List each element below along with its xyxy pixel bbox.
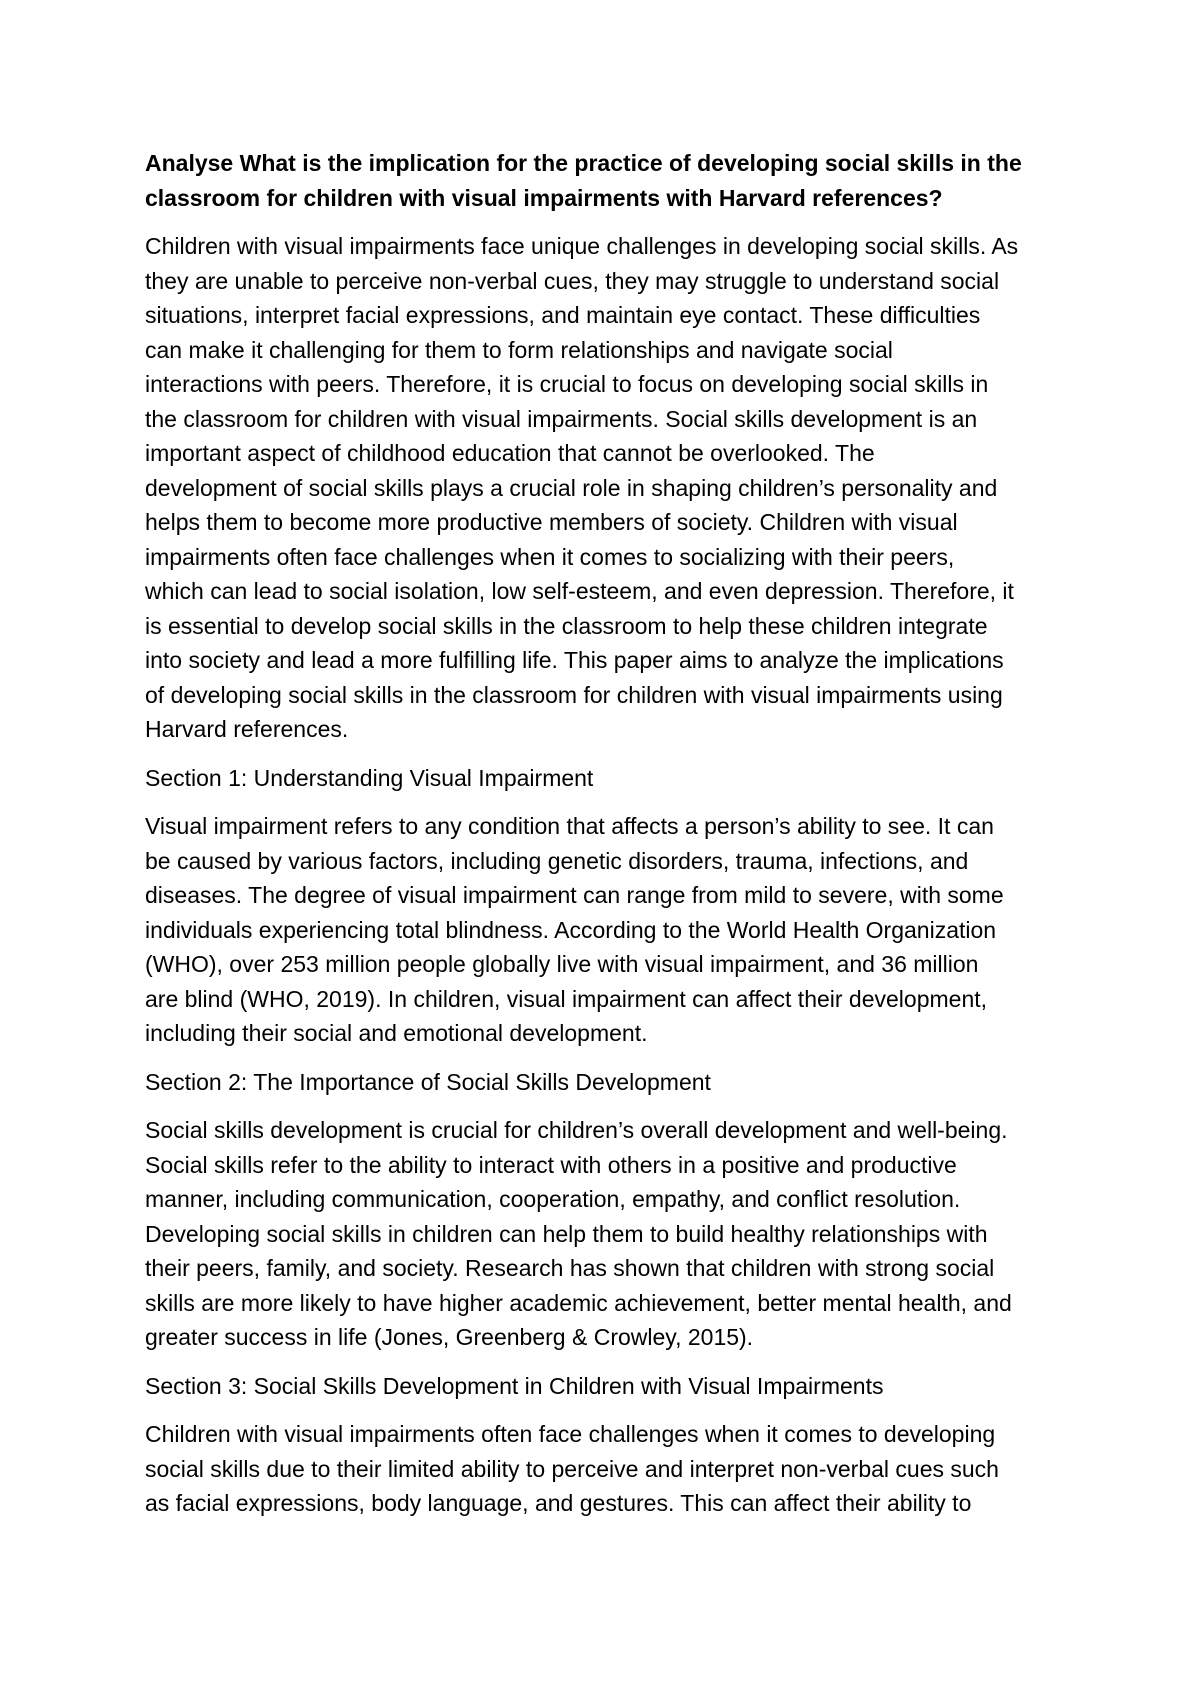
text-line: social skills due to their limited ability to perceive and interpret non-verbal cues such	[145, 1455, 999, 1482]
section-3-paragraph	[145, 1417, 1075, 1521]
title-line: Analyse What is the implication for the practice of developing social skills in the	[145, 150, 1022, 176]
section-2-heading: Section 2: The Importance of Social Skills Development	[145, 1068, 711, 1095]
text-line: are blind (WHO, 2019). In children, visual impairment can affect their development,	[145, 985, 988, 1012]
intro-paragraph	[145, 229, 1075, 747]
text-line: Children with visual impairments face unique challenges in developing social skills. As	[145, 233, 1019, 259]
text-line: including their social and emotional development.	[145, 1020, 648, 1046]
text-line: individuals experiencing total blindness. According to the World Health Organization	[145, 916, 997, 943]
text-line: situations, interpret facial expressions, and maintain eye contact. These difficulties	[145, 302, 981, 328]
section-2-paragraph	[145, 1113, 1075, 1355]
title-line: classroom for children with visual impairments with Harvard references?	[145, 184, 943, 211]
text-line: interactions with peers. Therefore, it is crucial to focus on developing social skills in	[145, 371, 989, 397]
text-line: greater success in life (Jones, Greenberg & Crowley, 2015).	[145, 1324, 754, 1350]
text-line: be caused by various factors, including genetic disorders, trauma, infections, and	[145, 847, 969, 874]
text-line: can make it challenging for them to form relationships and navigate social	[145, 336, 893, 363]
text-line: helps them to become more productive members of society. Children with visual	[145, 509, 958, 535]
text-line: skills are more likely to have higher academic achievement, better mental health, and	[145, 1289, 1012, 1316]
section-3-heading: Section 3: Social Skills Development in Children with Visual Impairments	[145, 1372, 884, 1399]
text-line: which can lead to social isolation, low self-esteem, and even depression. Therefore, it	[145, 578, 1014, 604]
text-line: diseases. The degree of visual impairment can range from mild to severe, with some	[145, 882, 1004, 908]
text-line: is essential to develop social skills in the classroom to help these children integrate	[145, 612, 988, 639]
text-line: their peers, family, and society. Research has shown that children with strong social	[145, 1255, 995, 1281]
text-line: into society and lead a more fulfilling life. This paper aims to analyze the implications	[145, 647, 1004, 673]
document-body	[145, 146, 1075, 1535]
text-line: the classroom for children with visual impairments. Social skills development is an	[145, 405, 978, 432]
section-1-heading: Section 1: Understanding Visual Impairment	[145, 764, 594, 791]
text-line: impairments often face challenges when it comes to socializing with their peers,	[145, 543, 955, 570]
text-line: of developing social skills in the classroom for children with visual impairments using	[145, 681, 1003, 708]
text-line: important aspect of childhood education that cannot be overlooked. The	[145, 440, 875, 466]
section-1-paragraph	[145, 809, 1075, 1051]
text-line: (WHO), over 253 million people globally live with visual impairment, and 36 million	[145, 951, 979, 977]
text-line: development of social skills plays a crucial role in shaping children’s personality and	[145, 474, 998, 501]
text-line: Visual impairment refers to any condition that affects a person’s ability to see. It can	[145, 813, 994, 839]
text-line: Harvard references.	[145, 716, 349, 742]
text-line: Social skills refer to the ability to interact with others in a positive and productive	[145, 1151, 957, 1178]
text-line: they are unable to perceive non-verbal cues, they may struggle to understand social	[145, 267, 1000, 294]
document-title	[145, 146, 1075, 215]
text-line: Social skills development is crucial for children’s overall development and well-being.	[145, 1117, 1008, 1143]
text-line: Developing social skills in children can help them to build healthy relationships with	[145, 1220, 988, 1247]
text-line: Children with visual impairments often face challenges when it comes to developing	[145, 1421, 996, 1447]
text-line: as facial expressions, body language, and gestures. This can affect their ability to	[145, 1490, 972, 1516]
text-line: manner, including communication, cooperation, empathy, and conflict resolution.	[145, 1186, 961, 1212]
